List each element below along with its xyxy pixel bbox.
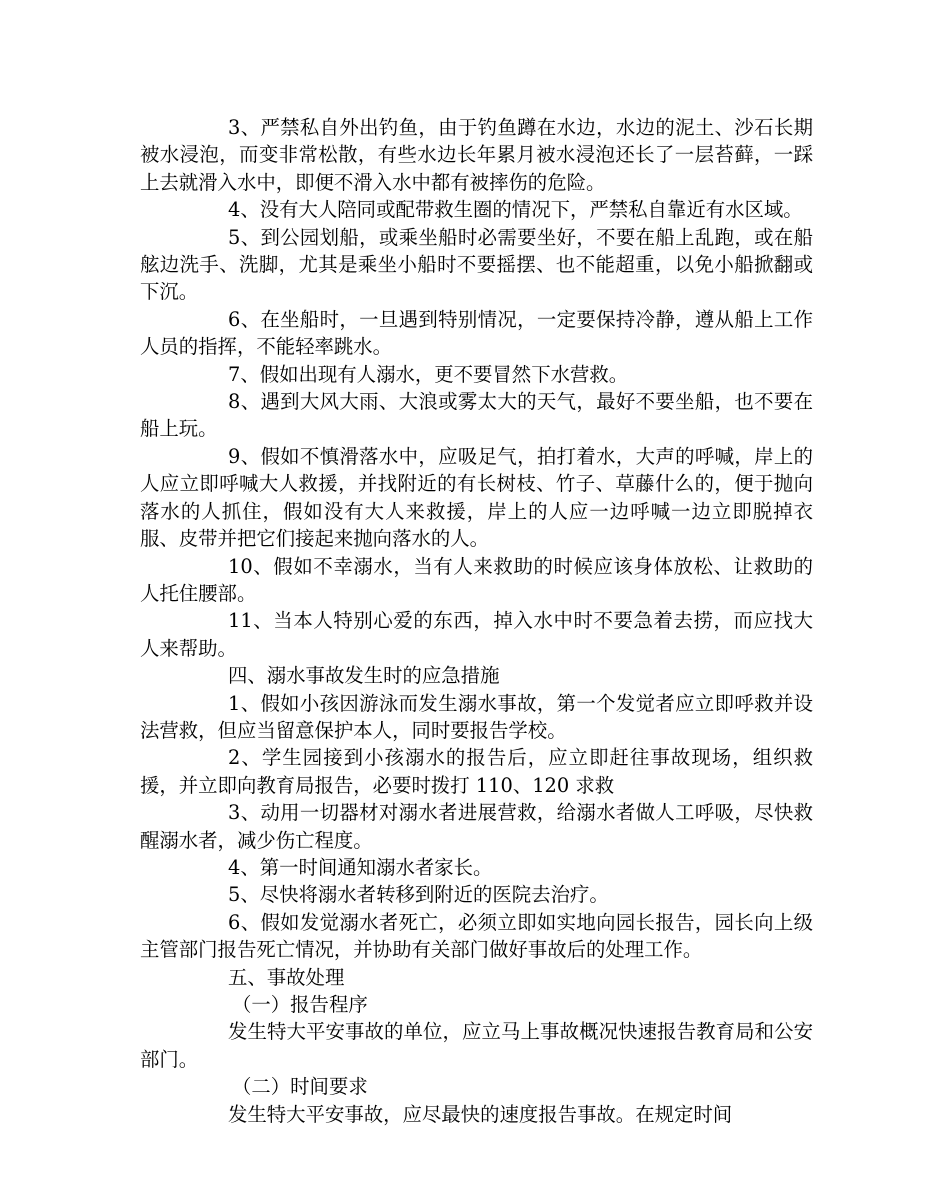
subheading-time-requirement: （二）时间要求 [232,1075,368,1099]
paragraph-measure-5: 5、尽快将溺水者转移到附近的医院去治疗。 [228,883,609,907]
paragraph-measure-3: 3、动用一切器材对溺水者进展营救，给溺水者做人工呼吸，尽快救醒溺水者，减少伤亡程度。 [140,801,813,852]
paragraph-rule-8: 8、遇到大风大雨、大浪或雾太大的天气，最好不要坐船，也不要在船上玩。 [140,390,813,441]
paragraph-rule-3: 3、严禁私自外出钓鱼，由于钓鱼蹲在水边，水边的泥土、沙石长期被水浸泡，而变非常松散，有些水边长年累月被水浸泡还长了一层苔藓，一踩上去就滑入水中，即便不滑入水中都有被摔伤的危险。 [140,116,813,194]
paragraph-time-requirement: 发生特大平安事故，应尽最快的速度报告事故。在规定时间 [228,1102,733,1126]
section-heading-emergency-measures: 四、溺水事故发生时的应急措施 [228,664,500,688]
paragraph-rule-10: 10、假如不幸溺水，当有人来救助的时候应该身体放松、让救助的人托住腰部。 [140,554,813,605]
subheading-report-procedure: （一）报告程序 [232,993,368,1016]
section-heading-accident-handling: 五、事故处理 [228,965,345,989]
paragraph-measure-1: 1、假如小孩因游泳而发生溺水事故，第一个发觉者应立即呼救并设法营救，但应当留意保护本人，同时要报告学校。 [140,691,813,742]
paragraph-rule-4: 4、没有大人陪同或配带救生圈的情况下，严禁私自靠近有水区域。 [228,198,803,222]
document-page [140,114,813,1128]
paragraph-measure-6: 6、假如发觉溺水者死亡，必须立即如实地向园长报告，园长向上级主管部门报告死亡情况，并协助有关部门做好事故后的处理工作。 [140,910,813,962]
paragraph-rule-6: 6、在坐船时，一旦遇到特别情况，一定要保持冷静，遵从船上工作人员的指挥，不能轻率跳水。 [140,307,813,359]
paragraph-rule-5: 5、到公园划船，或乘坐船时必需要坐好，不要在船上乱跑，或在船舷边洗手、洗脚，尤其是乘坐小船时不要摇摆、也不能超重，以免小船掀翻或下沉。 [140,225,813,304]
paragraph-measure-4: 4、第一时间通知溺水者家长。 [228,855,493,879]
paragraph-rule-9: 9、假如不慎滑落水中，应吸足气，拍打着水，大声的呼喊，岸上的人应立即呼喊大人救援，并找附近的有长树枝、竹子、草藤什么的，便于抛向落水的人抓住，假如没有大人来救援，岸上的人应一边呼喊一边立即脱掉衣服、皮带并把它们接起来抛向落水的人。 [140,444,813,551]
paragraph-report-procedure: 发生特大平安事故的单位，应立马上事故概况快速报告教育局和公安部门。 [140,1020,813,1071]
paragraph-measure-2: 2、学生园接到小孩溺水的报告后，应立即赶往事故现场，组织救援，并立即向教育局报告，必要时拨打 110、120 求救 [140,746,813,797]
paragraph-rule-11: 11、当本人特别心爱的东西，掉入水中时不要急着去捞，而应找大人来帮助。 [140,609,813,660]
paragraph-rule-7: 7、假如出现有人溺水，更不要冒然下水营救。 [228,362,629,386]
